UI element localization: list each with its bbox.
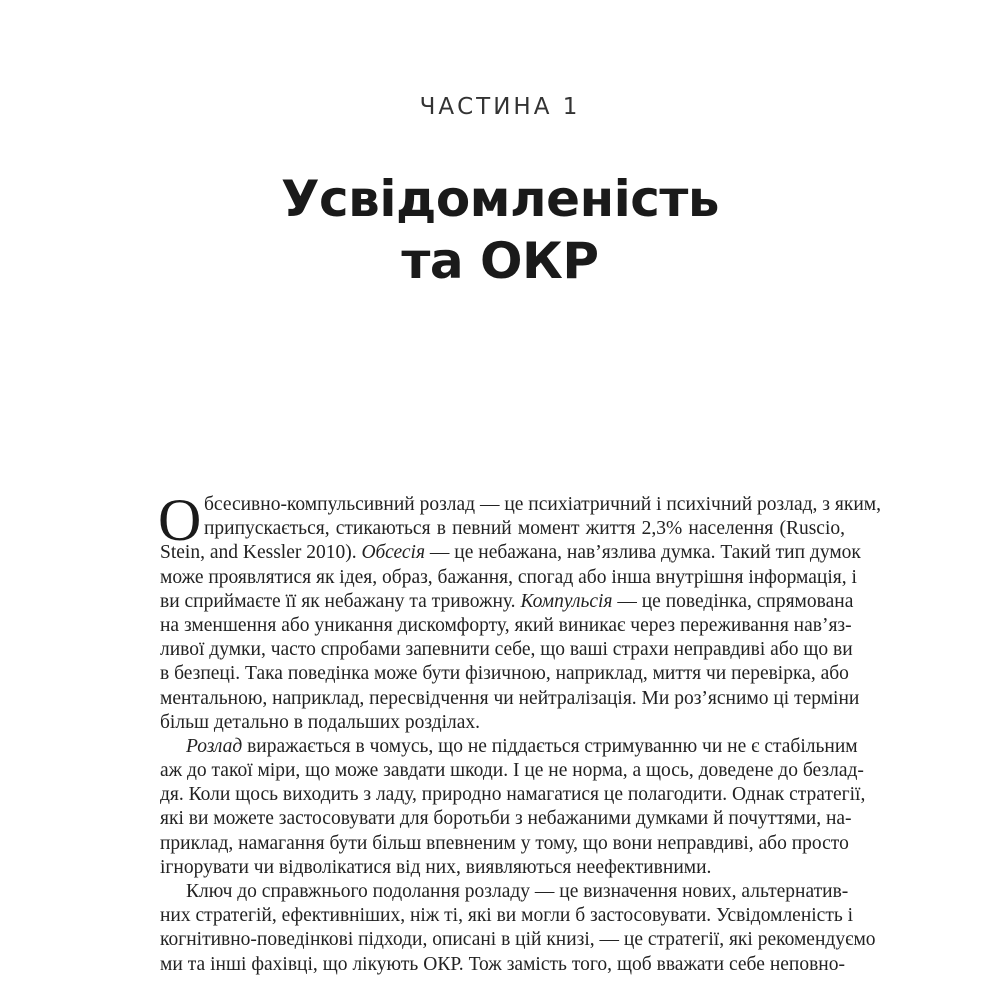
text-line — [160, 953, 845, 977]
text-line — [160, 783, 866, 807]
italic-term: Розлад — [186, 735, 243, 757]
text-segment: виражається в чомусь, що не піддається стримуванню чи не є стабільним — [242, 735, 858, 757]
text-segment: них стратегій, ефективніших, ніж ті, які ви могли б застосовувати. Усвідомленість і — [160, 905, 854, 927]
text-segment: ментальною, наприклад, пересвідчення чи нейтралізація. Ми роз’яснимо ці терміни — [160, 687, 860, 709]
text-line — [160, 662, 849, 686]
text-line — [160, 566, 857, 590]
text-segment: аж до такої міри, що може завдати шкоди. І це не норма, а щось, доведене до безлад- — [160, 760, 864, 782]
text-line — [160, 735, 858, 759]
text-line — [160, 807, 852, 831]
text-segment: бсесивно-компульсивний розлад — це психіатричний і психічний розлад, з яким, — [204, 494, 881, 515]
body-text — [158, 487, 881, 977]
text-line — [160, 590, 854, 614]
part-label: ЧАСТИНА 1 — [419, 94, 581, 120]
text-segment: когнітивно-поведінкові підходи, описані в цій книзі, — це стратегії, які рекомендуємо — [160, 929, 876, 951]
text-segment: ігнорувати чи відволікатися від них, виявляються неефективними. — [160, 856, 712, 878]
text-line — [160, 493, 881, 517]
text-segment: припускається, стикаються в певний момент життя 2,3% населення (Ruscio, — [204, 518, 845, 540]
text-segment: ми та інші фахівці, що лікують ОКР. Тож замість того, щоб вважати себе неповно- — [160, 953, 845, 975]
text-segment: може проявлятися як ідея, образ, бажання, спогад або інша внутрішня інформація, і — [160, 566, 857, 588]
text-segment: ви сприймаєте її як небажану та тривожну. — [160, 590, 521, 612]
chapter-title-line-2: та ОКР — [401, 232, 599, 290]
text-segment: Ключ до справжнього подолання розладу — це визначення нових, альтернатив- — [186, 881, 849, 902]
text-line — [160, 687, 860, 711]
text-line — [160, 517, 845, 541]
text-segment: Stein, and Kessler 2010). — [160, 542, 362, 564]
text-segment: в безпеці. Така поведінка може бути фізичною, наприклад, миття чи перевірка, або — [160, 663, 849, 685]
text-segment: — це поведінка, спрямована — [612, 590, 854, 612]
drop-cap: О — [158, 487, 202, 553]
text-segment: більш детально в подальших розділах. — [160, 711, 481, 733]
text-segment: — це небажана, нав’язлива думка. Такий тип думок — [425, 542, 861, 564]
text-line — [160, 638, 853, 662]
text-line — [160, 904, 854, 928]
text-segment: приклад, намагання бути більш впевненим у тому, що вони неправдиві, або просто — [160, 832, 849, 854]
text-line — [160, 880, 849, 904]
text-line — [160, 541, 861, 565]
text-line — [160, 711, 845, 735]
chapter-title — [0, 168, 1000, 292]
text-line — [160, 856, 845, 880]
text-line — [160, 614, 852, 638]
text-line — [160, 928, 876, 952]
text-segment: дя. Коли щось виходить з ладу, природно намагатися це полагодити. Однак стратегії, — [160, 784, 866, 806]
text-segment: які ви можете застосовувати для боротьби з небажаними думками й почуттями, на- — [160, 808, 852, 830]
text-line — [160, 832, 849, 856]
chapter-title-line-1: Усвідомленість — [280, 170, 720, 228]
text-line — [160, 759, 864, 783]
text-segment: ливої думки, часто спробами запевнити себе, що ваші страхи неправдиві або що ви — [160, 639, 853, 661]
text-segment: на зменшення або уникання дискомфорту, який виникає через переживання нав’яз- — [160, 614, 852, 636]
italic-term: Обсесія — [361, 542, 426, 564]
italic-term: Компульсія — [520, 590, 613, 612]
